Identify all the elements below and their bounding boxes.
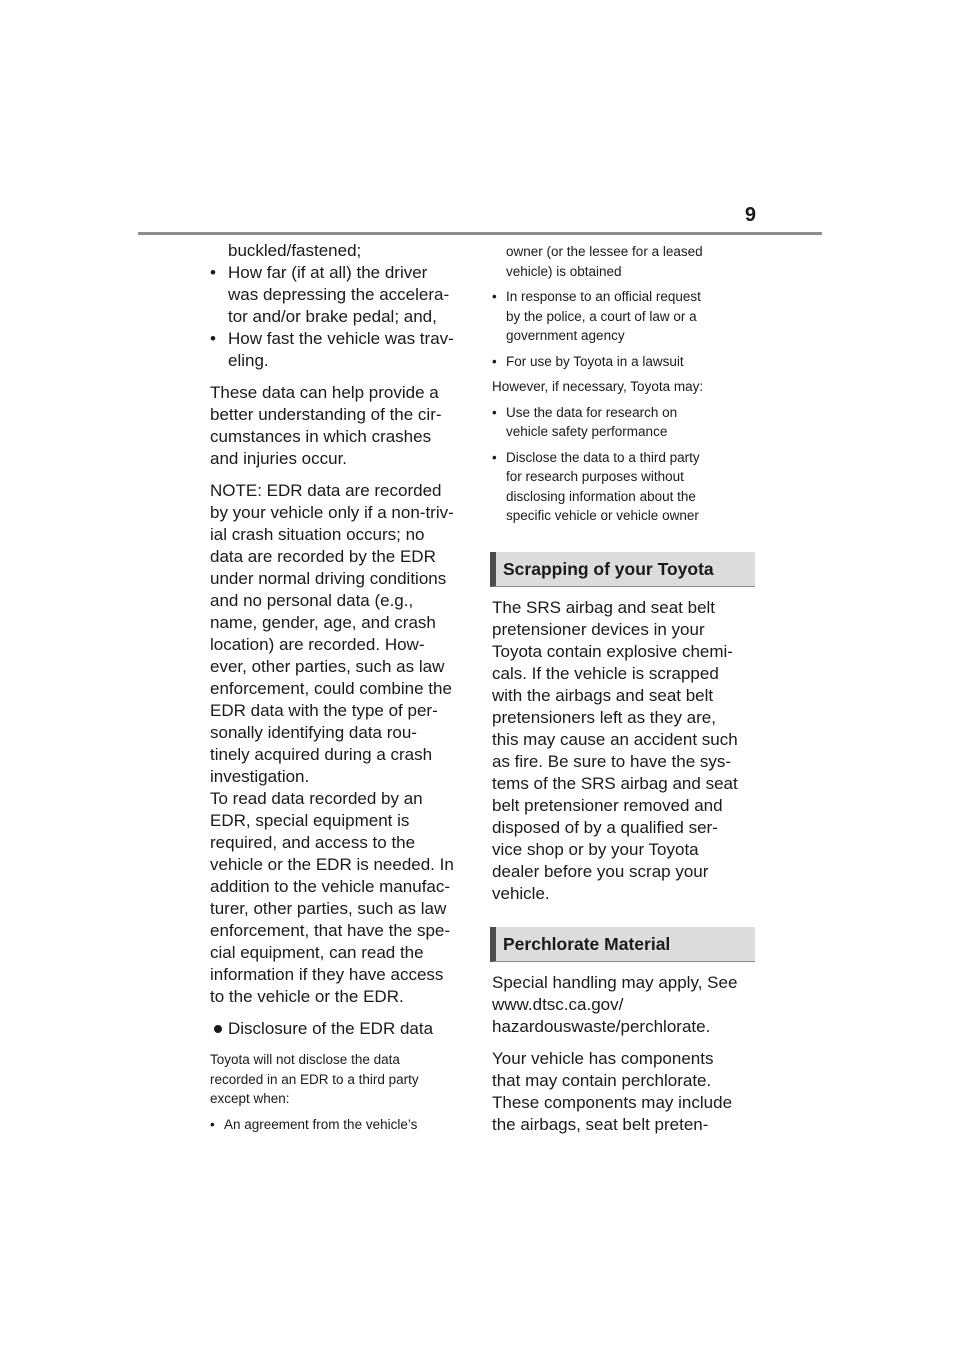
small-bullet-item [492,287,754,346]
text-line: ial crash situation occurs; no [210,525,425,544]
continued-text [492,242,754,281]
text-line: location) are recorded. How- [210,635,425,654]
bullet-marker: • [210,263,216,282]
text-line: enforcement, could combine the [210,679,452,698]
text-line: that may contain perchlorate. [492,1070,712,1090]
text-line: www.dtsc.ca.gov/ [492,994,624,1014]
header-rule [138,232,822,235]
text-line: dealer before you scrap your [492,861,709,881]
subheading-text: Disclosure of the EDR data [228,1019,434,1038]
text-line: with the airbags and seat belt [492,685,714,705]
text-line: better understanding of the cir- [210,405,442,424]
text-line: enforcement, that have the spe- [210,921,451,940]
text-line: owner (or the lessee for a leased [506,244,703,259]
text-line: ever, other parties, such as law [210,657,445,676]
text-line: cumstances in which crashes [210,427,432,446]
text-line: An agreement from the vehicle’s [224,1116,418,1132]
text-line: EDR, special equipment is [210,811,410,830]
text-line: For use by Toyota in a lawsuit [506,353,684,369]
text-line: To read data recorded by an [210,789,423,808]
text-line: How fast the vehicle was trav- [228,329,454,348]
text-line: information if they have access [210,965,444,984]
text-line: as fire. Be sure to have the sys- [492,751,732,771]
text-line: pretensioners left as they are, [492,707,716,727]
text-line: cals. If the vehicle is scrapped [492,663,719,683]
text-line: These components may include [492,1092,733,1112]
text-line: for research purposes without [506,469,684,484]
bullet-item [210,328,472,372]
text-line: by the police, a court of law or a [506,308,697,324]
text-line: NOTE: EDR data are recorded [210,481,442,500]
text-line: Toyota will not disclose the data [210,1052,400,1067]
text-line: this may cause an accident such [492,729,738,749]
text-line: under normal driving conditions [210,569,447,588]
text-line: by your vehicle only if a non-triv- [210,503,454,522]
small-paragraph [210,1050,472,1109]
intro-text [210,240,472,262]
small-bullet-item [492,448,754,526]
small-bullet-item [492,352,754,372]
paragraph [492,972,754,1038]
text-line: pretensioner devices in your [492,619,705,639]
text-line: tinely acquired during a crash [210,745,433,764]
text-line: government agency [506,328,625,343]
paragraph [210,382,472,470]
text-line: Your vehicle has components [492,1048,714,1068]
text-line: tems of the SRS airbag and seat [492,773,738,793]
text-line: vehicle or the EDR is needed. In [210,855,454,874]
text-line: recorded in an EDR to a third party [210,1071,419,1087]
text-line: vehicle safety performance [506,424,668,439]
text-line: investigation. [210,767,310,786]
left-column [210,240,472,1134]
text-line: and injuries occur. [210,449,348,468]
text-line: Toyota contain explosive chemi- [492,641,733,661]
text-line: In response to an official request [506,289,701,304]
text-line: data are recorded by the EDR [210,547,436,566]
bullet-marker: • [210,1116,215,1132]
text-line: tor and/or brake pedal; and, [228,307,437,326]
page-number: 9 [744,204,756,226]
subheading [210,1018,472,1040]
text-line: the airbags, seat belt preten- [492,1114,709,1134]
text-line: to the vehicle or the EDR. [210,987,404,1006]
bullet-item [210,262,472,328]
text-line: and no personal data (e.g., [210,591,414,610]
text-line: vice shop or by your Toyota [492,839,699,859]
bullet-marker: • [492,353,497,369]
bullet-dot-icon [214,1025,222,1033]
text-line: vehicle) is obtained [506,263,622,279]
text-line: Disclose the data to a third party [506,449,700,465]
small-bullet-item [210,1115,472,1135]
bullet-marker: • [492,289,497,304]
text-line: disclosing information about the [506,488,696,504]
right-column [492,242,754,1136]
text-line: buckled/fastened; [228,241,362,260]
text-line: eling. [228,351,269,370]
bullet-marker: • [492,449,497,465]
text-line: was depressing the accelera- [228,285,450,304]
text-line: Special handling may apply, See [492,972,738,992]
text-line: name, gender, age, and crash [210,613,436,632]
section-heading-perchlorate: Perchlorate Material [490,927,755,962]
text-line: specific vehicle or vehicle owner [506,508,699,523]
small-bullet-item [492,403,754,442]
paragraph [210,480,472,1008]
bullet-marker: • [492,404,497,420]
text-line: sonally identifying data rou- [210,723,417,742]
bullet-marker: • [210,329,216,348]
text-line: Use the data for research on [506,404,678,420]
text-line: cial equipment, can read the [210,943,424,962]
text-line: disposed of by a qualified ser- [492,817,718,837]
however-line: However, if necessary, Toyota may: [492,379,704,394]
text-line: addition to the vehicle manufac- [210,877,451,896]
paragraph [492,1048,754,1136]
text-line: How far (if at all) the driver [228,263,428,282]
section-heading-scrapping: Scrapping of your Toyota [490,552,755,587]
text-line: except when: [210,1091,290,1106]
text-line: These data can help provide a [210,383,439,402]
text-line: required, and access to the [210,833,416,852]
text-line: belt pretensioner removed and [492,795,723,815]
text-line: hazardouswaste/perchlorate. [492,1016,711,1036]
text-line: turer, other parties, such as law [210,899,447,918]
text-line: EDR data with the type of per- [210,701,438,720]
paragraph [492,597,754,905]
text-line: The SRS airbag and seat belt [492,597,716,617]
text-line: vehicle. [492,883,550,903]
